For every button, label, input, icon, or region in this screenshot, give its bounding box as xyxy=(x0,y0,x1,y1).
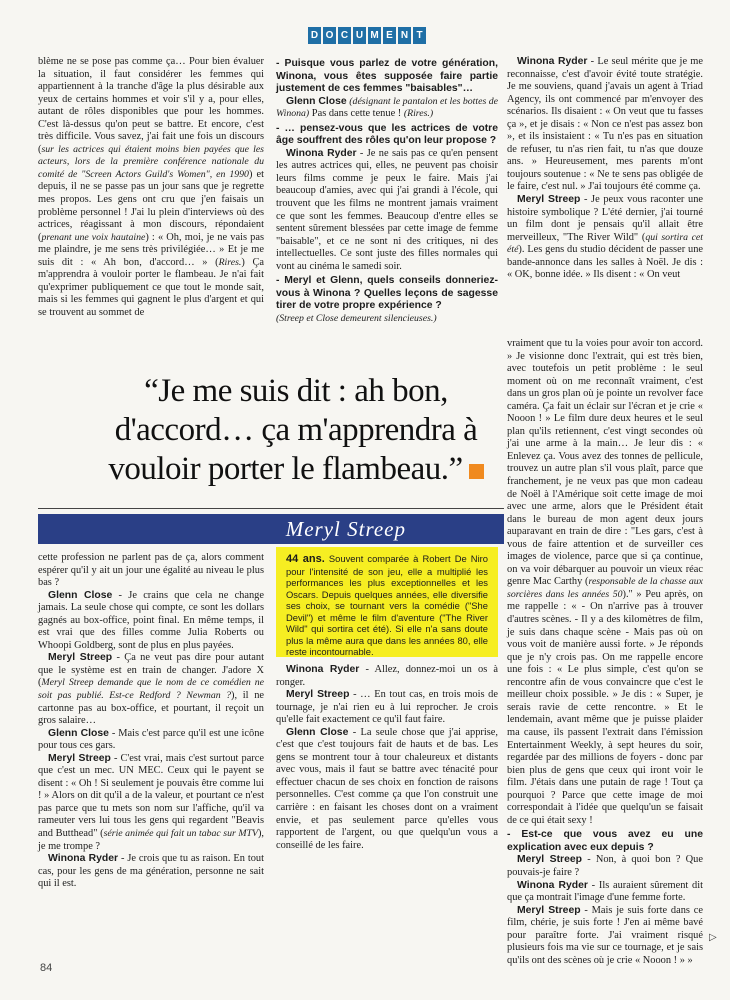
speaker-name: Winona Ryder xyxy=(286,664,360,675)
tag-letter: U xyxy=(353,27,366,44)
banner-name: Meryl Streep xyxy=(285,516,406,541)
speaker-name: Meryl Streep xyxy=(517,854,582,866)
paragraph: Meryl Streep - Non, à quoi bon ? Que pouvais-je faire ? xyxy=(507,854,703,878)
stage-direction: (Streep et Close demeurent silencieuses.) xyxy=(276,312,437,324)
paragraph: Meryl Streep - C'est vrai, mais c'est surtout parce que c'est un mec. UN MEC. Ceux qui le payent se disent : « Oh ! Si seulement je pouvais être comme lui ! » Alors on dit qu'il a de la valeur, et pourtant ce n'est pas parce que tu mets son nom sur l'affiche, qu'il va rameuter vers lui tous les gens qui regardent "Beavis and Butthead" (série animée qui fait un tabac sur MTV), je me trompe ? xyxy=(38,752,264,852)
paragraph: blème ne se pose pas comme ça… Pour bien évaluer la situation, il faut considérer les femmes qui appartiennent à la tranche d'âge la plus désirable aux yeux de certains hommes et voir s'il y a, pour elles, autant de rôles disponibles que pour les hommes. C'est là-dessus qu'on peut se battre. Et encore, c'est très difficile. Vous savez, j'ai fait une fois un discours (sur les actrices qui étaient moins bien payées que les acteurs, lors de la première conférence nationale du comité de "Screen Actors Guild's Women", en 1990) et depuis, il ne se passe pas un jour sans que je regrette mes propos. Les gens ont cru que j'en faisais un problème personnel ! J'ai lu plein d'interviews où des actrices, réagissant à mon discours, répondaient (prenant une voix hautaine) : « Oh, moi, je ne vais pas me plaindre, je me sens très privilégiée… » Et je me suis dit : « Ah bon, d'accord… » (Rires.) Ça m'apprendra à vouloir porter le flambeau. Je n'ai fait qu'exprimer publiquement ce que tout le monde sait, mais si les femmes qui gagnent le plus d'argent et qui se trouvent au sommet de xyxy=(38,56,264,318)
text-column-1-lower xyxy=(38,552,264,891)
paragraph: Glenn Close (désignant le pantalon et les bottes de Winona) Pas dans cette tenue ! (Rires.) xyxy=(276,95,498,120)
paragraph: vraiment que tu la voies pour avoir ton accord. » Je visionne donc l'extrait, qui est très bien, avec toutefois un petit problème : le seul moment où on me reconnaît vraiment, c'est dans un gros plan où je pointe un revolver face caméra. Ça fait un éclair sur l'écran et je crie « Nooon ! » Le film dure deux heures et le seul plan qu'ils retiennent, c'est vingt secondes où j'ai une arme à la main… Je leur dis : « Enlevez ça. Vous avez des tonnes de pellicule, trouvez un autre plan s'il vous plaît, parce que franchement, je ne veux pas que mon cadeau de Noël à l'Amérique soit cette image de moi avec une arme, alors que le Président était dans le bureau de mon agent deux jours auparavant en train de dire : "Les gars, c'est à vous de faire attention et de surveiller ces images de violence, parce que si ça continue, on va voir débarquer au pouvoir un vieux réac genre Mac Carthy (responsable de la chasse aux sorcières dans les années 50)." » Peu après, on me rappelle : « - On n'arrive pas à trouver d'autres scènes. - Il y a des kilomètres de film, je suis dans chaque scène - Mais pas où on vous voit de manière aussi forte. » Je réponds que je n'y crois pas. On me rappelle encore une fois : « Le plus simple, c'est qu'on se rencontre afin de vous convaincre que c'est le meilleur choix possible. » Je dis : « Super, je serais ravie de cette rencontre. » Et le lendemain, avant même que je puisse plaider ma cause, ils passent l'extrait dans l'émission Entertainment Weekly, à sept heures du soir, regardée par des millions de foyers - donc par bien plus de gens que ceux qui iront voir le film. J'étais dans une putain de rage ! Tout ça pourquoi ? Parce que cette image de moi correspondait à l'idée que quelqu'un se faisait de ce qui était sexy ! xyxy=(507,338,703,826)
speaker-name: Winona Ryder xyxy=(517,879,588,891)
paragraph: Meryl Streep - Ça ne veut pas dire pour autant que le système est en train de changer. J'adore X (Meryl Streep demande que le nom de ce comédien ne soit pas publié. Est-ce Redford ? Newman ?), il ne cartonne pas au box-office, et pourtant, il reçoit un gros salaire… xyxy=(38,652,265,727)
speaker-name: Glenn Close xyxy=(48,589,113,601)
speaker-name: Meryl Streep xyxy=(48,752,111,764)
speaker-name: Meryl Streep xyxy=(48,652,113,664)
document-section-tag xyxy=(308,27,426,44)
tag-letter: D xyxy=(308,27,321,44)
paragraph: Meryl Streep - … En tout cas, en trois mois de tournage, je n'ai rien eu à lui reprocher. Je crois qu'elle fait exactement ce qu'il faut faire. xyxy=(276,689,498,726)
speaker-name: Glenn Close xyxy=(48,727,109,739)
paragraph: Glenn Close - Je crains que cela ne change jamais. La seule chose qui compte, ce sont les dollars gagnés au box-office, point final. En même temps, il est vrai que des filles comme Julia Roberts ou Whoopi Goldberg, sont de plus en plus payées. xyxy=(38,589,264,651)
speaker-name: Glenn Close xyxy=(286,726,349,738)
interviewer-question: - … pensez-vous que les actrices de votre âge souffrent des rôles qu'on leur propose ? xyxy=(276,122,498,147)
text-column-3-continued xyxy=(507,338,703,967)
text-column-2 xyxy=(276,56,498,325)
text-column-1 xyxy=(38,56,264,319)
speaker-name: Winona Ryder xyxy=(286,147,357,159)
bio-age: 44 ans. xyxy=(286,553,325,565)
page-number: 84 xyxy=(40,962,53,974)
paragraph: Winona Ryder - Allez, donnez-moi un os à ronger. xyxy=(276,664,498,688)
paragraph: Meryl Streep - Je peux vous raconter une histoire symbolique ? L'été dernier, j'ai tourné un film dont je pensais qu'il allait être merveilleux, "The River Wild" (qui sortira cet été). Les gens du studio décident de passer une bande-annonce dans les salles à Noël. Je dis : « OK, bonne idée. » Ils disent : « On veut xyxy=(507,194,703,281)
speaker-name: Meryl Streep xyxy=(517,194,581,206)
speaker-name: Meryl Streep xyxy=(286,689,350,701)
paragraph: Glenn Close - La seule chose que j'ai apprise, c'est que c'est toujours fait de hauts et de bas. Les gens se montrent tour à tour chaleureux et distants avec vous, mais il faut se battre avec ténacité pour effectuer chacun de ses choix en fonction de raisons personnelles. C'est comme ça que l'on construit une carrière : en faisant les choses dont on a vraiment envie, et pas seulement parce qu'elles vous rapportent de l'argent, ou que quelqu'un vous a conseillé de les faire. xyxy=(276,726,499,851)
speaker-name: Meryl Streep xyxy=(517,904,581,916)
interviewer-question: - Puisque vous parlez de votre génération, Winona, vous êtes supposée faire partie justement de ces femmes "baisables"… xyxy=(276,58,498,95)
paragraph: Winona Ryder - Ils auraient sûrement dit que ça montrait l'image d'une femme forte. xyxy=(507,879,704,904)
paragraph: Meryl Streep - Mais je suis forte dans ce film, chérie, je suis forte ! J'en ai même bavé pour paraître forte. J'ai vraiment risqué plusieurs fois ma vie sur ce tournage, et je sais qu'ils ont des scènes où je crie « Nooon ! » » xyxy=(507,904,703,966)
continue-arrow-icon: ▷ xyxy=(709,932,717,943)
paragraph: Winona Ryder - Je crois que tu as raison. En tout cas, pour les gens de ma génération, personne ne sait qui il est. xyxy=(38,853,264,890)
speaker-name: Winona Ryder xyxy=(48,853,119,865)
tag-letter: T xyxy=(413,27,426,44)
speaker-name: Winona Ryder xyxy=(517,56,588,67)
orange-square-icon xyxy=(469,464,484,479)
paragraph: Glenn Close - Mais c'est parce qu'il est une icône pour tous ces gars. xyxy=(38,727,265,752)
tag-letter: O xyxy=(323,27,336,44)
tag-letter: C xyxy=(338,27,351,44)
tag-letter: E xyxy=(383,27,396,44)
name-banner xyxy=(38,514,504,544)
bio-text: Souvent comparée à Robert De Niro pour l'intensité de son jeu, elle a multiplié les performances les plus exceptionnelles et les Oscars. Depuis quelques années, elle diversifie ses choix, se tournant vers la comédie ("She Devil") et même le film d'aventure ("The River Wild" qui sortira cet été). Si elle n'a sans doute plus la même aura que dans les années 80, elle reste incontournable. xyxy=(286,553,488,657)
paragraph: Winona Ryder - Le seul mérite que je me reconnaisse, c'est d'avoir évité toute stratégie. Je me souviens, quand j'avais un agent à Triad Agency, ils ont commencé par m'envoyer des scénarios. Ils disaient : « On veut que tu fasses ça », et je disais : « Non ce n'est pas assez bon », et ils insistaient : « Tu n'es pas en situation de refuser, tu n'as rien fait, tu n'as que douze ans. » Heureusement, mes parents m'ont toujours soutenue : « Ne te sens pas obligée de le faire, c'est nul. » J'ai toujours été comme ça. xyxy=(507,56,703,193)
speaker-name: Glenn Close xyxy=(286,95,347,107)
paragraph: Winona Ryder - Je ne sais pas ce qu'en pensent les autres actrices qui, elles, ne peuvent pas choisir leurs films comme je peux le faire. Mais j'ai beaucoup d'amies, avec qui j'ai grandi à l'école, qui trouvent que les films ne montrent jamais vraiment ce que sont les femmes. Beaucoup d'entre elles se sentent sûrement blessées par cette image de femme "baisable", et ce ne sont ni des critiques, ni des intellectuelles. Ce sont juste des filles normales qui vont au cinéma le samedi soir. xyxy=(276,147,498,272)
text-column-2-lower xyxy=(276,664,498,852)
pull-quote-text: “Je me suis dit : ah bon, d'accord… ça m'apprendra à vouloir porter le flambeau.” xyxy=(108,373,478,487)
interviewer-question: - Est-ce que vous avez eu une explication avec eux depuis ? xyxy=(507,829,703,853)
divider xyxy=(38,508,504,509)
interviewer-question: - Meryl et Glenn, quels conseils donneriez-vous à Winona ? Quelles leçons de sagesse tirer de votre propre expérience ? xyxy=(276,275,498,312)
tag-letter: N xyxy=(398,27,411,44)
paragraph: cette profession ne parlent pas de ça, alors comment espérer qu'il y ait un jour une égalité au niveau le plus bas ? xyxy=(38,552,264,589)
text-column-3 xyxy=(507,56,703,282)
tag-letter: M xyxy=(368,27,381,44)
bio-box xyxy=(276,547,498,657)
pull-quote xyxy=(96,372,496,489)
